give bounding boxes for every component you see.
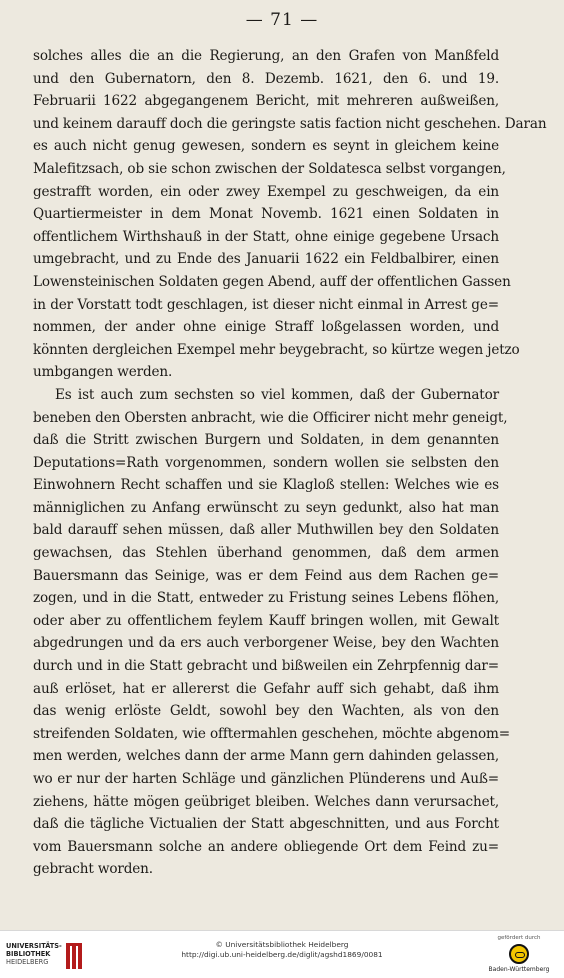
text-line: Bauersmann das Seinige, was er dem Feind aus dem Rachen ge= [33,567,499,584]
text-line: auß erlöset, hat er allererst die Gefahr auff sich gehabt, daß ihm [33,680,499,697]
text-line: abgedrungen und da ers auch verborgener Weise, bey den Wachten [33,635,499,652]
text-line: oder aber zu offentlichem feylem Kauff bringen wollen, mit Gewalt [33,612,499,629]
text-line: Februarii 1622 abgegangenem Bericht, mit mehreren außweißen, [33,93,499,110]
text-line: Einwohnern Recht schaffen und sie Klagloß stellen: Welches wie es [33,477,499,494]
text-line: offentlichem Wirthshauß in der Statt, ohne einige gegebene Ursach [33,228,499,245]
text-line: ziehens, hätte mögen geübriget bleiben. Welches dann verursachet, [33,793,499,810]
text-line: beneben den Obersten anbracht, wie die Officirer nicht mehr geneigt, [33,409,508,426]
text-line: und den Gubernatorn, den 8. Dezemb. 1621, den 6. und 19. [33,70,499,87]
page-number: — 71 — [245,10,319,30]
text-line: Deputations=Rath vorgenommen, sondern wollen sie selbsten den [33,454,499,471]
text-line: männiglichen zu Anfang erwünscht zu seyn gedunkt, also hat man [33,499,499,516]
text-line: men werden, welches dann der arme Mann gern dahinden gelassen, [33,748,499,765]
text-line: und keinem darauff doch die geringste satis faction nicht geschehen. Daran [33,115,547,132]
text-line: gestrafft worden, ein oder zwey Exempel zu geschweigen, da ein [33,183,499,200]
text-line: das wenig erlöste Geldt, sowohl bey den Wachten, als von den [33,703,499,720]
library-name-line: UNIVERSITÄTS- [6,942,62,950]
text-line: in der Vorstatt todt geschlagen, ist dieser nicht einmal in Arrest ge= [33,296,499,313]
text-line: nommen, der ander ohne einige Straff loßgelassen worden, und [33,319,499,336]
text-line: es auch nicht genug gewesen, sondern es seynt in gleichem keine [33,138,499,155]
text-line: Lowensteinischen Soldaten gegen Abend, auff der offentlichen Gassen [33,273,511,290]
text-line: durch und in die Statt gebracht und bißweilen ein Zehrpfennig dar= [33,658,499,675]
text-line: vom Bauersmann solche an andere obliegende Ort dem Feind zu= [33,838,499,855]
sponsor-state: Baden-Württemberg [488,966,550,973]
sponsor-label: gefördert durch [497,935,541,941]
text-line: gebracht worden. [33,861,153,878]
library-name-line: BIBLIOTHEK [6,950,51,958]
paragraph-start-line: Es ist auch zum sechsten so viel kommen, daß der Gubernator [55,386,499,403]
text-line: daß die tägliche Victualien der Statt abgeschnitten, und aus Forcht [33,816,499,833]
text-line: umgebracht, und zu Ende des Januarii 1622 ein Feldbalbirer, einen [33,251,499,268]
copyright-text: © Universitätsbibliothek Heidelberg [215,940,349,949]
text-line: Quartiermeister in dem Monat Novemb. 1621 einen Soldaten in [33,206,499,223]
text-line: wo er nur der harten Schläge und gänzlichen Plünderens und Auß= [33,771,499,787]
library-name-line: HEIDELBERG [6,958,49,966]
text-line: streifenden Soldaten, wie offtermahlen geschehen, möchte abgenom= [33,725,510,742]
text-line: solches alles die an die Regierung, an den Grafen von Manßfeld [33,48,499,64]
text-line: bald darauff sehen müssen, daß aller Muthwillen bey den Soldaten [33,522,499,539]
permalink[interactable]: http://digi.ub.uni-heidelberg.de/diglit/agshd1869/0081 [181,950,383,959]
page-body-text [33,45,547,881]
text-line: könnten dergleichen Exempel mehr beygebracht, so kürtze wegen jetzo [33,341,520,358]
footer-bar [0,930,564,978]
text-line: daß die Stritt zwischen Burgern und Soldaten, in dem genannten [33,432,499,449]
text-line: Malefitzsach, ob sie schon zwischen der Soldatesca selbst vorgangen, [33,160,506,177]
copyright-notice [0,940,564,960]
state-crest-icon [509,944,529,964]
text-line: gewachsen, das Stehlen überhand genommen, daß dem armen [33,545,499,562]
text-line: umbgangen werden. [33,364,173,381]
text-line: zogen, und in die Statt, entweder zu Fristung seines Lebens flöhen, [33,590,499,607]
sponsor-block [484,935,554,973]
